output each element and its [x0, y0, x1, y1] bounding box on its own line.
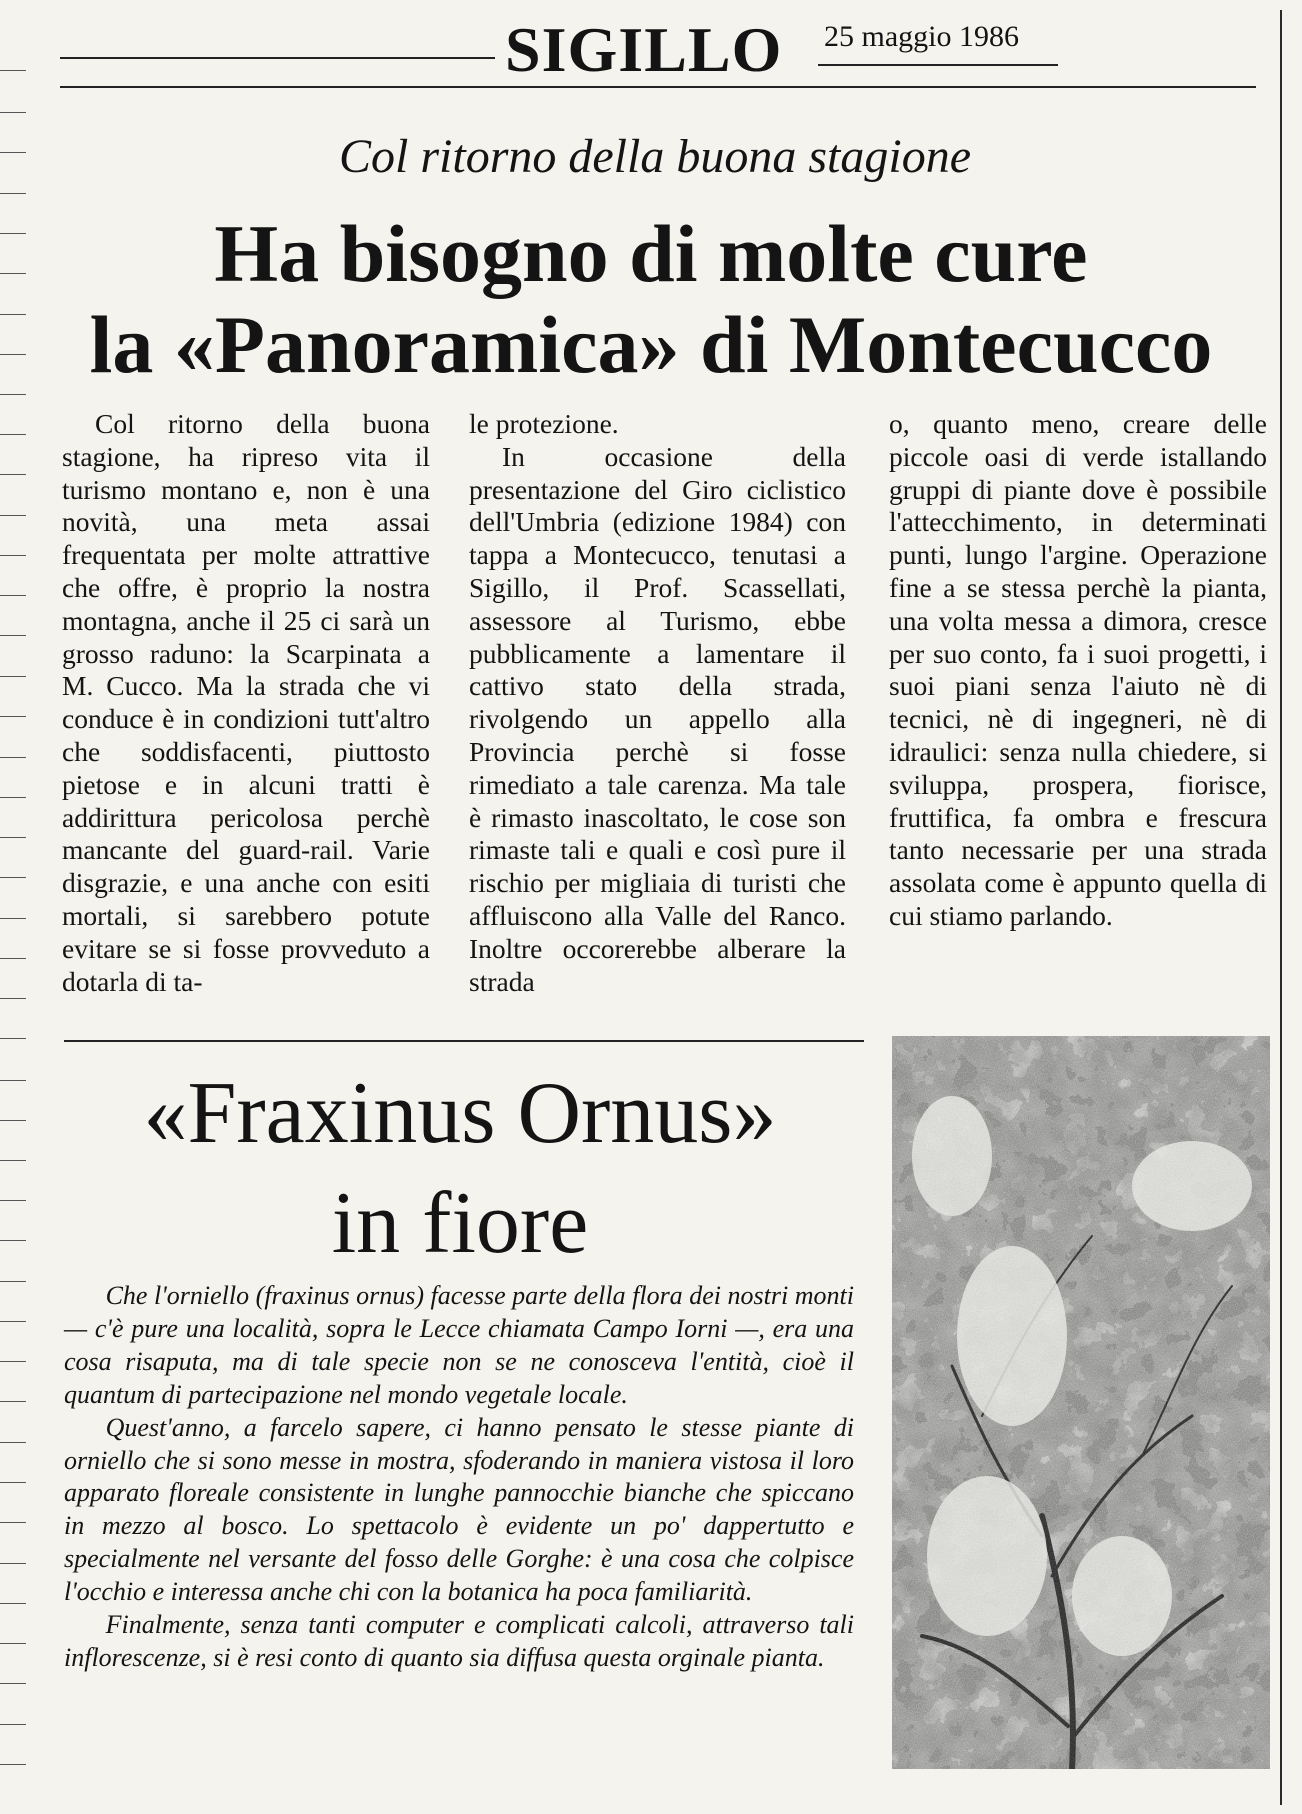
flowering-ash-photo	[892, 1036, 1270, 1769]
article-headline-line-2: la «Panoramica» di Montecucco	[89, 299, 1213, 390]
second-article-subtitle: in fiore	[331, 1175, 589, 1272]
second-article-body	[64, 1280, 854, 1675]
article-column-2	[469, 408, 846, 998]
column-3-text: o, quanto meno, creare delle piccole oasi di verde istallando gruppi di piante dove è possibile l'attecchimento, in determinati punti, lungo l'argine. Operazione fine a se stessa perchè la pianta, una volta messa a dimora, cresce per suo conto, fa i suoi progetti, i suoi piani senza l'aiuto nè di tecnici, nè di ingegneri, nè di idraulici: senza nulla chiedere, si sviluppa, prospera, fiorisce, fruttifica, fa ombra e frescura tanto necessarie per una strada assolata come è appunto quella di cui stiamo parlando.	[889, 408, 1267, 931]
article-column-1	[62, 408, 430, 998]
column-1-text: Col ritorno della buona stagione, ha ripreso vita il turismo montano e, non è una novità, una meta assai frequentata per molte attrattive che offre, è proprio la nostra montagna, anche il 25 ci sarà un grosso raduno: la Scarpinata a M. Cucco. Ma la strada che vi conduce è in condizioni tutt'altro che soddisfacenti, piuttosto pietose e in alcuni tratti è addirittura pericolosa perchè mancante del guard-rail. Varie disgrazie, e una anche con esiti mortali, si sarebbero potute evitare se si fosse provveduto a dotarla di ta-	[62, 408, 430, 997]
second-article-title: «Fraxinus Ornus»	[143, 1065, 777, 1162]
second-article-paragraph: Quest'anno, a farcelo sapere, ci hanno pensato le stesse piante di orniello che si sono messe in mostra, sfoderando in maniera vistosa il loro apparato floreale consistente in lunghe pannocchie bianche che spiccano in mezzo al bosco. Lo spettacolo è evidente un po' dappertutto e specialmente nel versante del fosso delle Gorghe: è una cosa che colpisce l'occhio e interessa anche chi con la botanica ha poca familiarità.	[64, 1412, 854, 1607]
masthead-date: 25 maggio 1986	[824, 20, 1019, 53]
article-headline-line-1: Ha bisogno di molte cure	[214, 208, 1088, 299]
column-2-continuation: le protezione.	[469, 408, 619, 439]
article-column-3	[889, 408, 1267, 933]
masthead-title: SIGILLO	[505, 14, 783, 85]
date-underline	[818, 64, 1058, 66]
masthead-rule-bottom	[60, 86, 1256, 88]
second-article-paragraph: Che l'orniello (fraxinus ornus) facesse parte della flora dei nostri monti — c'è pure una località, sopra le Lecce chiamata Campo Iorni —, era una cosa risaputa, ma di tale specie non se ne conosceva l'entità, cioè il quantum di partecipazione nel mondo vegetale locale.	[64, 1281, 854, 1409]
masthead-rule-left	[60, 57, 495, 59]
second-article-paragraph: Finalmente, senza tanti computer e complicati calcoli, attraverso tali inflorescenze, si è resi conto di quanto sia diffusa questa orginale pianta.	[64, 1610, 854, 1672]
article-kicker: Col ritorno della buona stagione	[338, 130, 971, 183]
column-2-text: In occasione della presentazione del Giro ciclistico dell'Umbria (edizione 1984) con tappa a Montecucco, tenutasi a Sigillo, il Prof. Scassellati, assessore al Turismo, ebbe pubblicamente a lamentare il cattivo stato della strada, rivolgendo un appello alla Provincia perchè si fosse rimediato a tale carenza. Ma tale è rimasto inascoltato, le cose son rimaste tali e quali e così pure il rischio per migliaia di turisti che affluiscono alla Valle del Ranco. Inoltre occorerebbe alberare la strada	[469, 440, 846, 997]
section-divider-rule	[64, 1040, 864, 1042]
